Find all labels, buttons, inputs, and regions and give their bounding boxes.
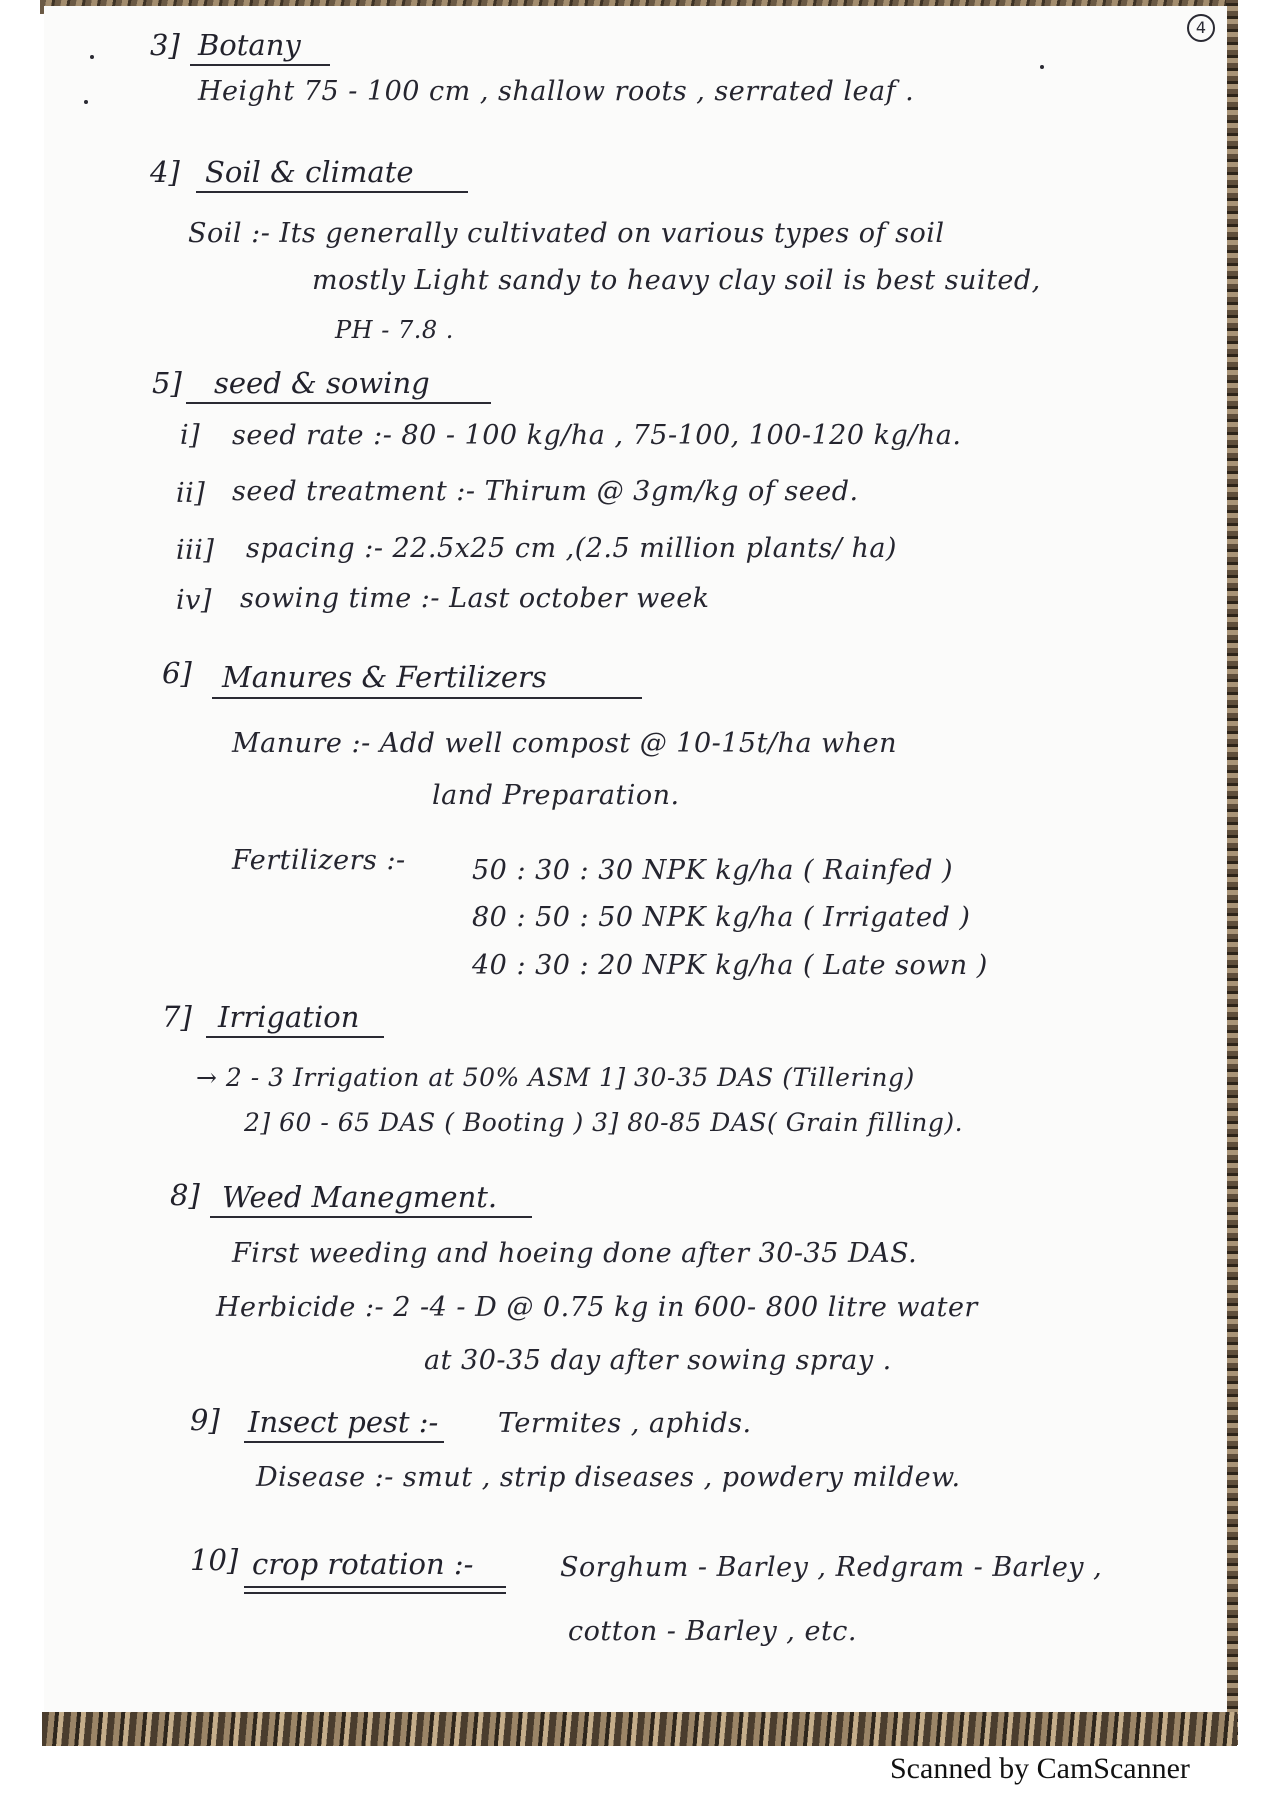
herbicide-line: Herbicide :- 2 -4 - D @ 0.75 kg in 600- 800 litre water (216, 1292, 978, 1323)
section-9-heading: Insect pest :- (248, 1405, 439, 1439)
botany-line: Height 75 - 100 cm , shallow roots , serrated leaf . (198, 76, 915, 107)
scanner-watermark: Scanned by CamScanner (890, 1752, 1190, 1785)
section-10-heading: crop rotation :- (252, 1547, 474, 1581)
section-5-underline (186, 402, 491, 404)
disease-line: Disease :- smut , strip diseases , powdery mildew. (256, 1462, 961, 1493)
section-3-number: 3] (150, 28, 180, 62)
seed-item-4-number: iv] (176, 585, 212, 616)
section-7-underline (206, 1036, 384, 1038)
section-5-number: 5] (152, 366, 182, 400)
sowing-time: sowing time :- Last october week (240, 583, 710, 614)
section-6-underline (212, 697, 642, 699)
section-10-underline-2 (244, 1592, 506, 1594)
soil-ph: PH - 7.8 . (335, 316, 454, 344)
section-4-number: 4] (150, 155, 180, 189)
fertilizers-label: Fertilizers :- (232, 845, 406, 876)
rotation-line-2: cotton - Barley , etc. (568, 1616, 858, 1647)
section-6-heading: Manures & Fertilizers (222, 660, 547, 694)
page-number: 4 (1187, 14, 1215, 42)
margin-dot (84, 100, 88, 104)
herbicide-timing: at 30-35 day after sowing spray . (424, 1345, 892, 1376)
seed-item-1-number: i] (180, 420, 201, 451)
section-8-underline (210, 1216, 532, 1218)
weeding-line: First weeding and hoeing done after 30-35 DAS. (232, 1238, 918, 1269)
table-edge-right (1226, 0, 1238, 1745)
fertilizer-rainfed: 50 : 30 : 30 NPK kg/ha ( Rainfed ) (472, 855, 954, 886)
section-7-heading: Irrigation (218, 1000, 360, 1034)
fertilizer-late-sown: 40 : 30 : 20 NPK kg/ha ( Late sown ) (472, 950, 988, 981)
section-7-number: 7] (162, 1000, 192, 1034)
table-edge-bottom (42, 1712, 1237, 1746)
fertilizer-irrigated: 80 : 50 : 50 NPK kg/ha ( Irrigated ) (472, 902, 971, 933)
spacing: spacing :- 22.5x25 cm ,(2.5 million plants/ ha) (246, 533, 897, 564)
seed-treatment: seed treatment :- Thirum @ 3gm/kg of seed. (232, 476, 859, 507)
insect-pests: Termites , aphids. (498, 1408, 752, 1439)
seed-item-2-number: ii] (176, 478, 206, 509)
soil-line-2: mostly Light sandy to heavy clay soil is best suited, (312, 265, 1041, 296)
irrigation-line-2: 2] 60 - 65 DAS ( Booting ) 3] 80-85 DAS( Grain filling). (244, 1108, 964, 1137)
margin-dot (90, 55, 94, 59)
section-9-number: 9] (190, 1403, 220, 1437)
seed-item-3-number: iii] (176, 535, 215, 566)
section-8-heading: Weed Manegment. (222, 1180, 498, 1214)
margin-dot (1040, 65, 1044, 69)
manure-line-1: Manure :- Add well compost @ 10-15t/ha when (232, 728, 897, 759)
section-8-number: 8] (170, 1178, 200, 1212)
rotation-line-1: Sorghum - Barley , Redgram - Barley , (560, 1552, 1103, 1583)
section-3-heading: Botany (198, 28, 301, 62)
section-6-number: 6] (162, 656, 192, 690)
section-10-underline-1 (244, 1586, 506, 1588)
section-5-heading: seed & sowing (214, 366, 430, 400)
irrigation-line-1: → 2 - 3 Irrigation at 50% ASM 1] 30-35 DAS (Tillering) (196, 1063, 915, 1092)
soil-line-1: Soil :- Its generally cultivated on various types of soil (188, 218, 945, 249)
section-4-underline (196, 191, 468, 193)
section-9-underline (244, 1441, 444, 1443)
seed-rate: seed rate :- 80 - 100 kg/ha , 75-100, 100-120 kg/ha. (232, 420, 962, 451)
section-10-number: 10] (190, 1543, 239, 1577)
section-3-underline (190, 64, 330, 66)
section-4-heading: Soil & climate (205, 155, 414, 189)
manure-line-2: land Preparation. (432, 780, 680, 811)
